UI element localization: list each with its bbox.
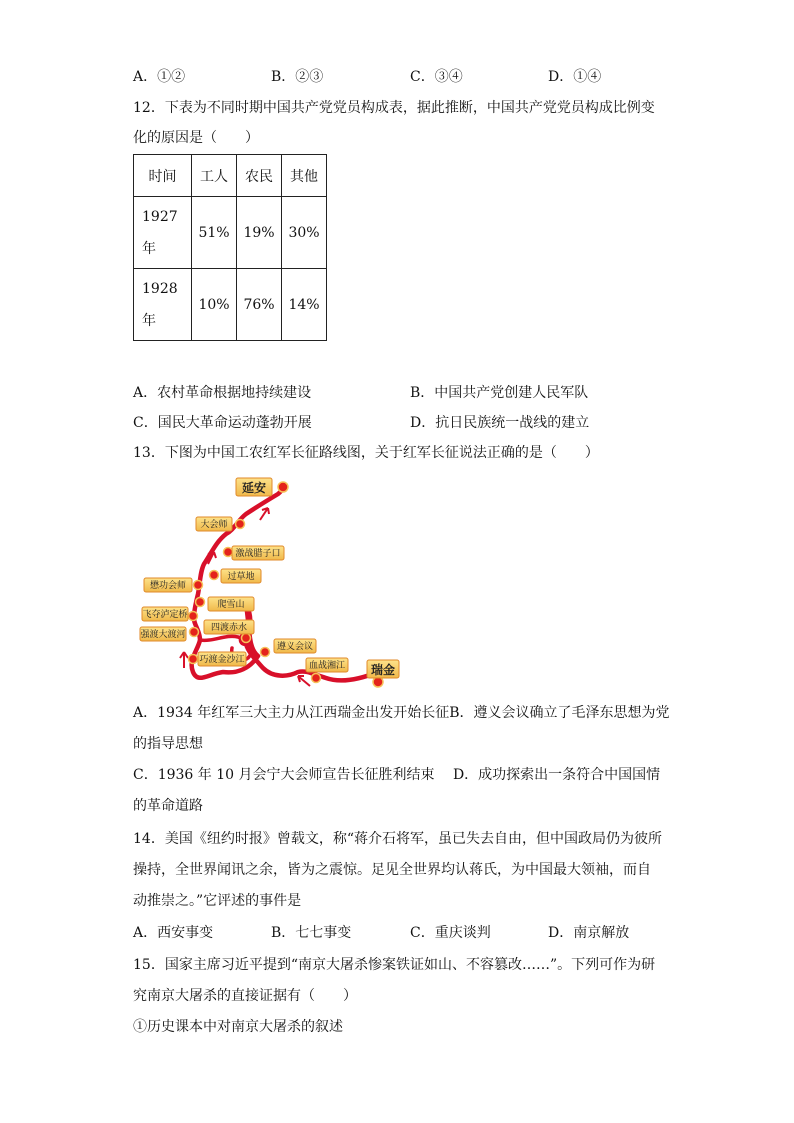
q14-option-a: A．西安事变 bbox=[133, 925, 214, 941]
label-chishui: 四渡赤水 bbox=[210, 623, 248, 633]
label-xueshan: 爬雪山 bbox=[217, 600, 245, 610]
table-cell-other: 14% bbox=[282, 269, 327, 341]
table-cell-peasant: 19% bbox=[237, 197, 282, 269]
party-membership-table bbox=[133, 154, 327, 341]
q13-option-b-cont: 的指导思想 bbox=[133, 736, 203, 752]
table-cell-year: 1927 年 bbox=[134, 197, 192, 269]
arrow-icon bbox=[180, 652, 188, 668]
arrow-icon bbox=[260, 508, 269, 520]
label-maogong: 懋功会师 bbox=[149, 581, 187, 591]
table-cell-worker: 10% bbox=[192, 269, 237, 341]
q12-option-a: A．农村革命根据地持续建设 bbox=[133, 385, 312, 401]
q11-option-c: C．③④ bbox=[410, 69, 463, 85]
table-cell-peasant: 76% bbox=[237, 269, 282, 341]
label-yanan: 延安 bbox=[241, 481, 267, 495]
q11-option-d: D．①④ bbox=[548, 69, 602, 85]
q14-line1: 14．美国《纽约时报》曾载文，称“蒋介石将军，虽已失去自由，但中国政局仍为彼所 bbox=[133, 831, 662, 847]
table-row bbox=[134, 269, 327, 341]
arrow-icon bbox=[298, 676, 310, 686]
q14-line3: 动推崇之。”它评述的事件是 bbox=[133, 893, 302, 909]
q11-option-a: A．①② bbox=[133, 69, 186, 85]
label-dahuishi: 大会师 bbox=[200, 520, 228, 530]
label-jinshajiang: 巧渡金沙江 bbox=[199, 655, 245, 665]
q12-stem-line1: 12．下表为不同时期中国共产党党员构成表，据此推断，中国共产党党员构成比例变 bbox=[133, 100, 655, 116]
table-header-time: 时间 bbox=[134, 155, 192, 197]
q12-stem-line2: 化的原因是（ ） bbox=[133, 130, 259, 146]
q12-option-b: B．中国共产党创建人民军队 bbox=[410, 385, 589, 401]
q12-option-c: C．国民大革命运动蓬勃开展 bbox=[133, 415, 312, 431]
table-header-peasant: 农民 bbox=[237, 155, 282, 197]
q13-option-a-b: A．1934 年红军三大主力从江西瑞金出发开始长征B．遵义会议确立了毛泽东思想为党 bbox=[133, 705, 670, 721]
table-header-row bbox=[134, 155, 327, 197]
table-cell-year: 1928 年 bbox=[134, 269, 192, 341]
q13-stem: 13．下图为中国工农红军长征路线图，关于红军长征说法正确的是（ ） bbox=[133, 445, 599, 461]
q14-option-b: B．七七事变 bbox=[271, 925, 352, 941]
q15-line2: 究南京大屠杀的直接证据有（ ） bbox=[133, 988, 357, 1004]
label-zunyi: 遵义会议 bbox=[276, 642, 314, 652]
q14-option-d: D．南京解放 bbox=[548, 925, 630, 941]
q11-option-b: B．②③ bbox=[271, 69, 324, 85]
label-caodi: 过草地 bbox=[227, 572, 255, 582]
table-row bbox=[134, 197, 327, 269]
label-daduhe: 强渡大渡河 bbox=[140, 630, 186, 640]
long-march-route-map bbox=[138, 472, 400, 690]
table-cell-worker: 51% bbox=[192, 197, 237, 269]
table-cell-other: 30% bbox=[282, 197, 327, 269]
q14-option-c: C．重庆谈判 bbox=[410, 925, 491, 941]
label-ludingqiao: 飞夺泸定桥 bbox=[142, 610, 188, 620]
q14-line2: 操持，全世界闻讯之余，皆为之震惊。足见全世界均认蒋氏，为中国最大领袖，而自 bbox=[133, 862, 651, 878]
q15-item1: ①历史课本中对南京大屠杀的叙述 bbox=[133, 1019, 343, 1035]
label-xiangjiang: 血战湘江 bbox=[308, 661, 346, 671]
label-ruijin: 瑞金 bbox=[370, 663, 396, 677]
route-map-svg bbox=[138, 472, 400, 690]
q12-option-d: D．抗日民族统一战线的建立 bbox=[410, 415, 590, 431]
label-lazikou: 激战腊子口 bbox=[235, 549, 281, 559]
table-header-other: 其他 bbox=[282, 155, 327, 197]
q13-option-c-d: C．1936 年 10 月会宁大会师宣告长征胜利结束 D．成功探索出一条符合中国国情 bbox=[133, 767, 661, 783]
q15-line1: 15．国家主席习近平提到“南京大屠杀惨案铁证如山、不容篡改……”。下列可作为研 bbox=[133, 957, 656, 973]
table-header-worker: 工人 bbox=[192, 155, 237, 197]
q13-option-d-cont: 的革命道路 bbox=[133, 798, 203, 814]
